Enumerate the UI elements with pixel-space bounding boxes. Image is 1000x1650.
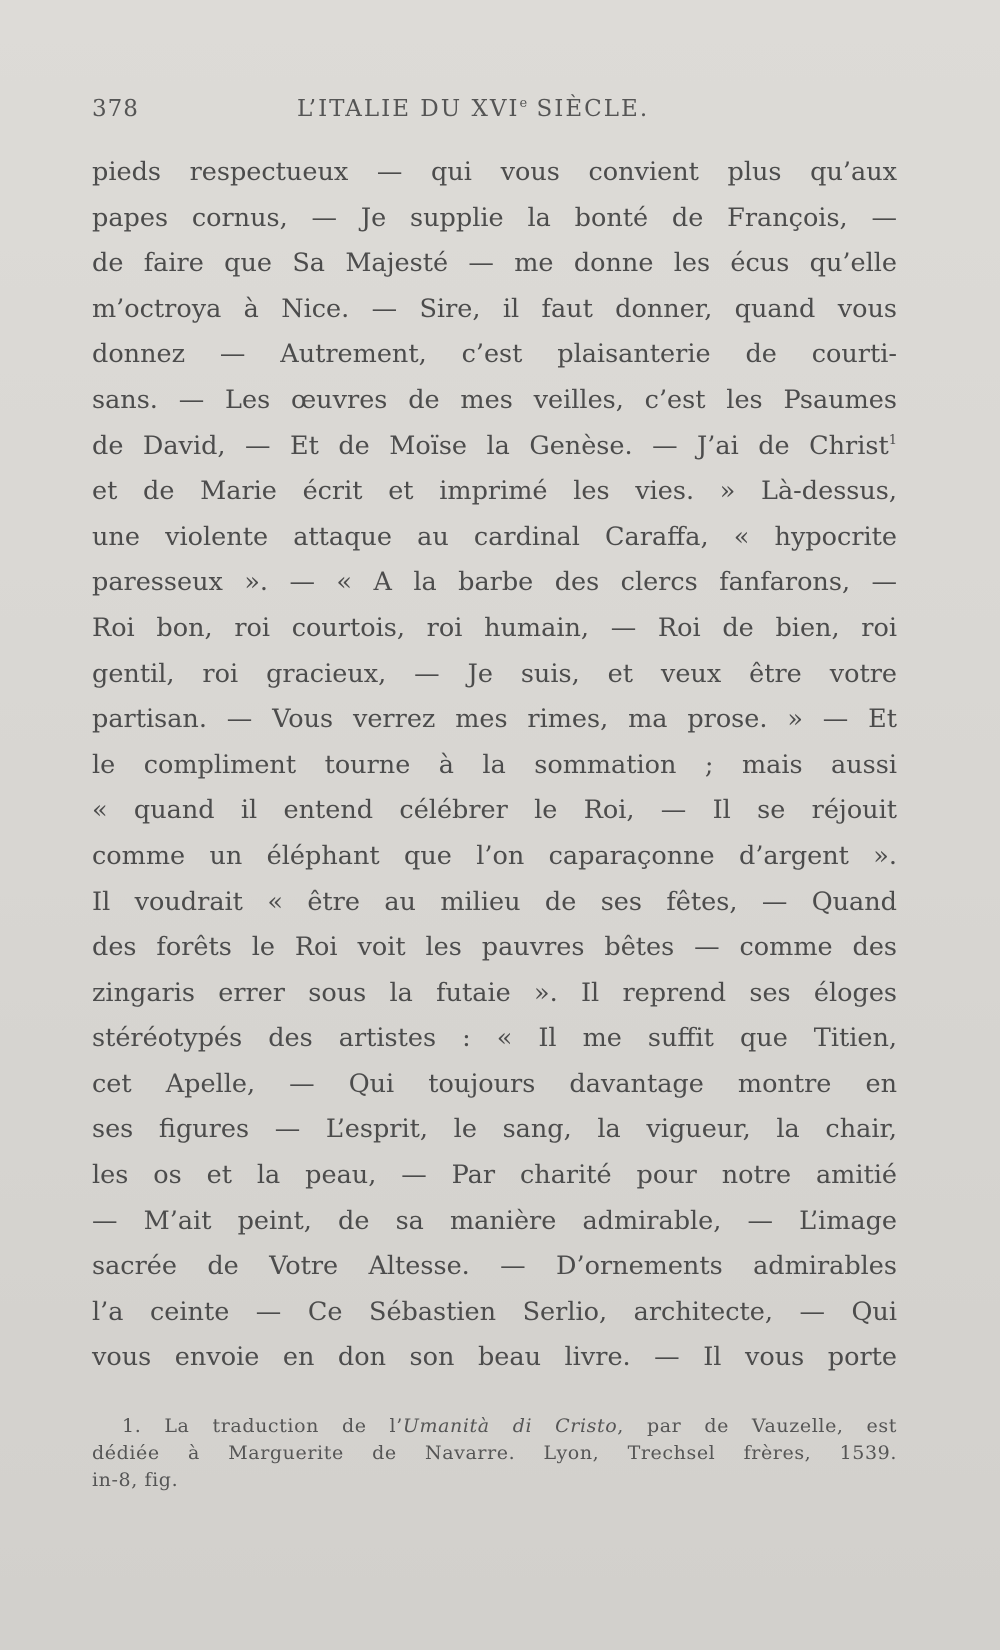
text-line-13: partisan. — Vous verrez mes rimes, ma prose. » — Et [92,704,897,735]
text-line-8: et de Marie écrit et imprimé les vies. » Là-dessus, [92,476,897,507]
text-line-9: une violente attaque au cardinal Caraffa, « hypocrite [92,521,897,552]
text-line-1: pieds respectueux — qui vous convient plus qu’aux [92,157,897,187]
text-line-11: Roi bon, roi courtois, roi humain, — Roi de bien, roi [92,612,897,643]
text-line-12: gentil, roi gracieux, — Je suis, et veux être votre [92,658,897,689]
text-line-7: de David, — Et de Moïse la Genèse. — J’ai de Christ$^1$ [92,430,897,461]
text-line-2: papes cornus, — Je supplie la bonté de François, — [92,202,897,233]
running-title: L’ITALIE DU XVIe SIÈCLE. [297,96,650,122]
body-text [92,150,897,1381]
text-line-10: paresseux ». — « A la barbe des clercs fanfarons, — [92,567,897,598]
text-line-4: m’octroya à Nice. — Sire, il faut donner, quand vous [92,293,897,324]
text-line-3: de faire que Sa Majesté — me donne les écus qu’elle [92,248,897,279]
text-line-6: sans. — Les œuvres de mes veilles, c’est les Psaumes [92,384,897,415]
footnote-line-2: dédiée à Marguerite de Navarre. Lyon, Trechsel frères, 1539. [92,1442,897,1464]
text-line-16: comme un éléphant que l’on caparaçonne d’argent ». [92,840,897,871]
text-line-18: des forêts le Roi voit les pauvres bêtes — comme des [92,932,897,963]
text-line-26: l’a ceinte — Ce Sébastien Serlio, architecte, — Qui [92,1296,897,1327]
footnote-cited-title: Umanità di Cristo [402,1415,618,1437]
text-line-22: ses figures — L’esprit, le sang, la vigueur, la chair, [92,1114,897,1145]
text-line-17: Il voudrait « être au milieu de ses fêtes, — Quand [92,886,897,917]
text-line-25: sacrée de Votre Altesse. — D’ornements admirables [92,1251,897,1282]
text-line-20: stéréotypés des artistes : « Il me suffit que Titien, [92,1023,897,1054]
text-line-15: « quand il entend célébrer le Roi, — Il se réjouit [92,795,897,826]
text-line-14: le compliment tourne à la sommation ; mais aussi [92,749,897,780]
footnote [92,1413,897,1494]
text-line-27: vous envoie en don son beau livre. — Il vous porte [92,1342,897,1373]
page-header [92,92,902,132]
footnote-reference[interactable]: 1 [888,432,897,448]
text-line-5: donnez — Autrement, c’est plaisanterie de courti- [92,339,897,370]
text-line-23: les os et la peau, — Par charité pour notre amitié [92,1160,897,1191]
text-line-21: cet Apelle, — Qui toujours davantage montre en [92,1068,897,1099]
footnote-number: 1. [122,1415,142,1437]
text-line-19: zingaris errer sous la futaie ». Il reprend ses éloges [92,977,897,1008]
page-number: 378 [92,96,139,122]
footnote-line-3: in-8, fig. [92,1469,179,1491]
text-line-24: — M’ait peint, de sa manière admirable, — L’image [92,1205,897,1236]
footnote-line-1: 1. La traduction de l’Umanità di Cristo, par de Vauzelle, est [122,1415,897,1437]
